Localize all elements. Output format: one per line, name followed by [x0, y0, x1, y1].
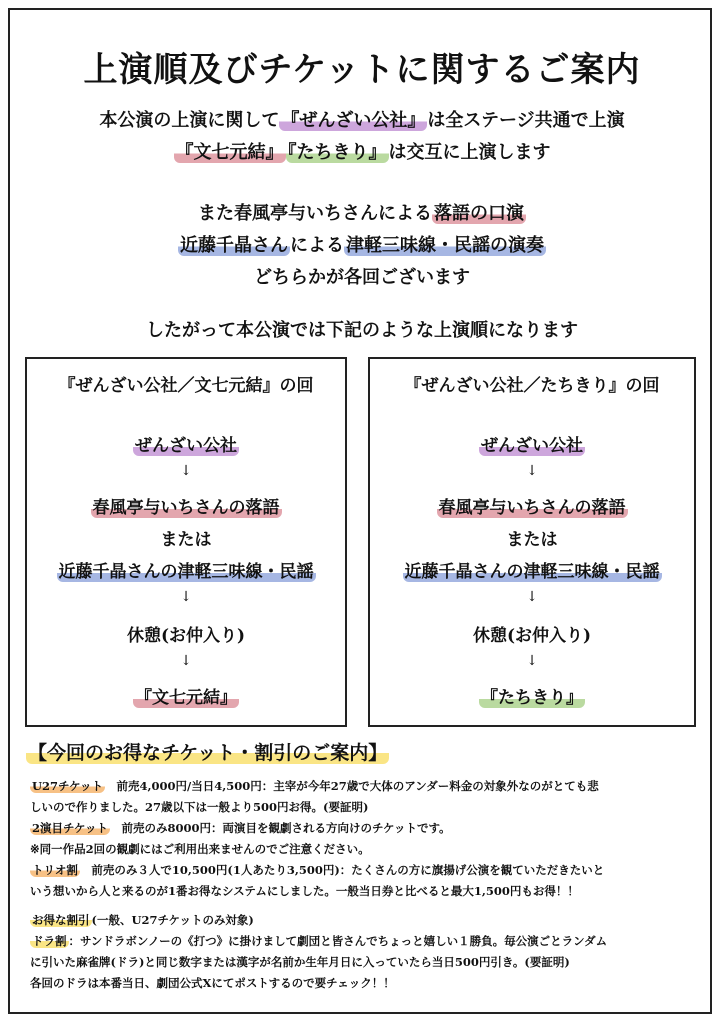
- intro-text: は全ステージ共通で上演: [427, 110, 625, 131]
- flow-label: 『たちきり』: [481, 688, 583, 708]
- intro-line-2: [0, 138, 724, 168]
- flow-item-rakugo: [27, 493, 345, 518]
- program-box-bunshichi: [25, 357, 347, 727]
- two-show-ticket-info: [30, 818, 706, 860]
- flow-item-zenzai: [370, 431, 694, 456]
- flow-label: ぜんざい公社: [481, 436, 583, 456]
- flow-item-tachikiri: [370, 683, 694, 708]
- discount-label: お得な割引: [32, 913, 90, 927]
- box-heading: 『ぜんざい公社／たちきり』の回: [404, 376, 660, 396]
- u27-text-2: しいので作りました。27歳以下は一般より500円お得。(要証明): [30, 800, 369, 814]
- intro-line-3: [0, 199, 724, 229]
- tickets-heading-text: 【今回のお得なチケット・割引のご案内】: [28, 742, 388, 764]
- two-show-text: 前売のみ8000円：両演目を観劇される方向けのチケットです。: [109, 821, 451, 835]
- dora-label: ドラ割: [32, 934, 67, 948]
- flow-item-bunshichi: [27, 683, 345, 708]
- arrow-icon: ↓: [526, 653, 538, 669]
- intro-text: 春風亭与いちさん: [234, 203, 378, 224]
- intro-line-4: [0, 231, 724, 261]
- zenzai-highlight: 『ぜんざい公社』: [281, 110, 426, 131]
- flow-label: 近藤千晶さんの津軽三味線・民謡: [404, 562, 660, 582]
- flow-label: 春風亭与いちさんの落語: [92, 498, 280, 518]
- u27-text: 前売4,000円/当日4,500円：主宰が今年27歳で大体のアンダー料金の対象外なのがとても悲: [105, 779, 599, 793]
- dora-text-3: 各回のドラは本番当日、劇団公式Xにてポストするので要チェック！！: [30, 976, 395, 990]
- intro-line-5: どちらかが各回ございます: [254, 267, 470, 288]
- flow-item-intermission: 休憩(お仲入り): [472, 626, 592, 646]
- trio-text: 前売のみ３人で10,500円(1人あたり3,500円)：たくさんの方に旗揚げ公演を観ていただきたいと: [79, 863, 605, 877]
- intro-text: また: [198, 203, 234, 224]
- flow-item-or: または: [506, 530, 558, 550]
- flow-item-rakugo: [370, 493, 694, 518]
- kondo-highlight: 近藤千晶さん: [180, 235, 288, 256]
- tickets-heading: [26, 738, 389, 765]
- flow-label: 『文七元結』: [135, 688, 237, 708]
- dora-text: ：サンドラボンノーの《打つ》に掛けまして劇団と皆さんでちょっと嬉しい１勝負。毎公演ごとランダム: [68, 934, 608, 948]
- flow-label: 春風亭与いちさんの落語: [438, 498, 626, 518]
- trio-text-2: いう想いから人と来るのが1番お得なシステムにしました。一般当日券と比べると最大1,500円もお得！！: [30, 884, 579, 898]
- flow-label: 近藤千晶さんの津軽三味線・民謡: [58, 562, 314, 582]
- shamisen-highlight: 津軽三味線・民謡の演奏: [346, 235, 544, 256]
- arrow-icon: ↓: [180, 589, 192, 605]
- arrow-icon: ↓: [180, 653, 192, 669]
- intro-line-6: したがって本公演では下記のような上演順になります: [146, 320, 578, 341]
- arrow-icon: ↓: [526, 463, 538, 479]
- program-box-tachikiri: [368, 357, 696, 727]
- page-title: 上演順及びチケットに関するご案内: [83, 50, 641, 90]
- intro-text: による: [378, 203, 432, 224]
- tachikiri-highlight: 『たちきり』: [287, 142, 387, 163]
- box-heading: 『ぜんざい公社／文七元結』の回: [58, 376, 314, 396]
- intro-text: は交互に上演します: [388, 142, 551, 163]
- two-show-label: 2演目チケット: [32, 821, 108, 835]
- flow-item-shamisen: [370, 557, 694, 582]
- arrow-icon: ↓: [526, 589, 538, 605]
- intro-text: による: [290, 235, 344, 256]
- flow-item-intermission: 休憩(お仲入り): [126, 626, 246, 646]
- flow-item-shamisen: [27, 557, 345, 582]
- trio-label: トリオ割: [32, 863, 78, 877]
- flow-item-zenzai: [27, 431, 345, 456]
- arrow-icon: ↓: [180, 463, 192, 479]
- flow-label: ぜんざい公社: [135, 436, 237, 456]
- bunshichi-highlight: 『文七元結』: [175, 142, 284, 163]
- dora-text-2: に引いた麻雀牌(ドラ)と同じ数字または漢字が名前か生年月日に入っていたら当日500円引き。(要証明): [30, 955, 570, 969]
- discount-condition: (一般、U27チケットのみ対象): [91, 913, 254, 927]
- rakugo-highlight: 落語の口演: [434, 203, 524, 224]
- u27-label: U27チケット: [32, 779, 103, 793]
- dora-discount-info: [30, 910, 706, 994]
- two-show-note: ※同一作品2回の観劇にはご利用出来ませんのでご注意ください。: [30, 842, 370, 856]
- flow-item-or: または: [160, 530, 212, 550]
- intro-text: 本公演の上演に関して: [99, 110, 280, 131]
- intro-line-1: [0, 106, 724, 136]
- u27-ticket-info: [30, 776, 706, 818]
- trio-discount-info: [30, 860, 706, 902]
